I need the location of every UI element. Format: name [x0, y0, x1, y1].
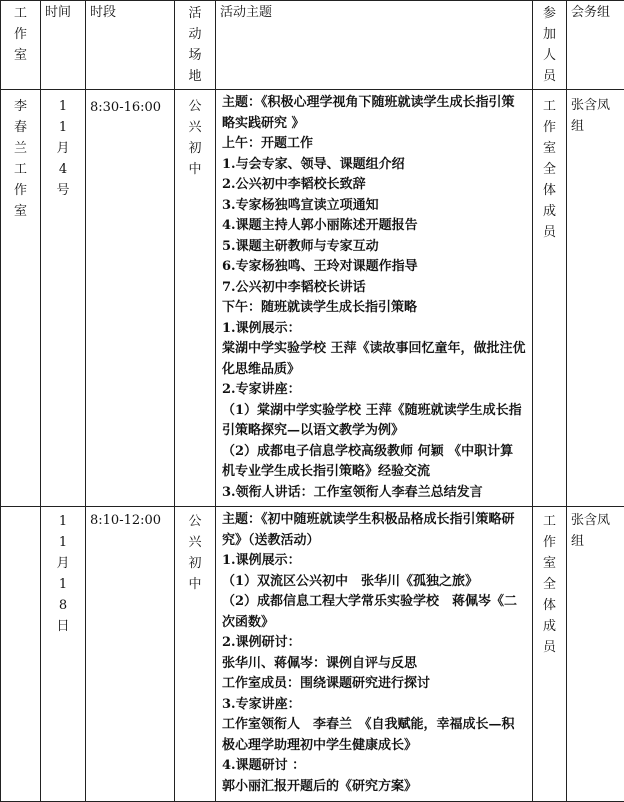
cell-text: 11月4号: [56, 96, 70, 201]
theme-line: 4.课题主持人郭小丽陈述开题报告: [222, 216, 526, 237]
cell-text: 活动场地: [188, 3, 202, 87]
row-theme: [216, 507, 533, 802]
row-venue: [175, 90, 216, 507]
row-date: [41, 90, 86, 507]
theme-line: （2）成都信息工程大学常乐实验学校 蒋佩岑《二次函数》: [222, 592, 526, 633]
theme-line: 主题：《积极心理学视角下随班就读学生成长指引策略实践研究 》: [222, 93, 526, 134]
theme-line: 上午：开题工作: [222, 134, 526, 155]
theme-line: 1.课例展示：: [222, 319, 526, 340]
theme-line: 1.课例展示：: [222, 551, 526, 572]
theme-line: 主题：《初中随班就读学生积极品格成长指引策略研究》（送教活动）: [222, 510, 526, 551]
theme-line: 棠湖中学实验学校 王萍《读故事回忆童年，做批注优化思维品质》: [222, 339, 526, 380]
row-venue: [175, 507, 216, 802]
theme-line: 工作室领衔人 李春兰 《自我赋能，幸福成长—积极心理学助理初中学生健康成长》: [222, 715, 526, 756]
row-period: 8:30-16:00: [86, 90, 175, 507]
cell-text: 公兴初中: [188, 96, 202, 180]
theme-line: 3.专家杨独鸣宣读立项通知: [222, 196, 526, 217]
cell-text: 李春兰工作室: [14, 96, 28, 222]
row-participants: [533, 90, 567, 507]
theme-line: 3.专家讲座：: [222, 695, 526, 716]
theme-line: 5.课题主研教师与专家互动: [222, 237, 526, 258]
header-participants: [533, 1, 567, 90]
theme-line: 7.公兴初中李韬校长讲话: [222, 278, 526, 299]
header-group: 会务组: [567, 1, 624, 90]
cell-text: 工作室全体成员: [543, 96, 557, 243]
theme-lines: [222, 510, 526, 797]
row-period: 8:10-12:00: [86, 507, 175, 802]
theme-line: 下午：随班就读学生成长指引策略: [222, 298, 526, 319]
theme-line: 6.专家杨独鸣、王玲对课题作指导: [222, 257, 526, 278]
theme-line: 张华川、蒋佩岑：课例自评与反思: [222, 654, 526, 675]
cell-text: 参加人员: [543, 3, 557, 87]
theme-line: 4.课题研讨 ：: [222, 756, 526, 777]
theme-line: 1.与会专家、领导、课题组介绍: [222, 155, 526, 176]
row-theme: [216, 90, 533, 507]
cell-text: 工作室: [14, 3, 28, 66]
cell-text: 11月18日: [56, 511, 70, 637]
theme-line: 2.专家讲座：: [222, 380, 526, 401]
theme-line: （1）双流区公兴初中 张华川《孤独之旅》: [222, 572, 526, 593]
table-row: [1, 507, 624, 802]
cell-text: 工作室全体成员: [543, 511, 557, 658]
theme-lines: [222, 93, 526, 503]
theme-line: 3.领衔人讲话：工作室领衔人李春兰总结发言: [222, 483, 526, 504]
theme-line: 郭小丽汇报开题后的《研究方案》: [222, 777, 526, 798]
header-time: 时间: [41, 1, 86, 90]
row-studio: [1, 90, 41, 507]
row-participants: [533, 507, 567, 802]
row-group: 张含凤组: [567, 90, 624, 507]
row-group: 张含凤组: [567, 507, 624, 802]
row-date: [41, 507, 86, 802]
theme-line: （1）棠湖中学实验学校 王萍《随班就读学生成长指引策略探究—以语文教学为例》: [222, 401, 526, 442]
theme-line: 2.课例研讨：: [222, 633, 526, 654]
header-theme: 活动主题: [216, 1, 533, 90]
row-studio: [1, 507, 41, 802]
header-studio: [1, 1, 41, 90]
header-period: 时段: [86, 1, 175, 90]
theme-line: 2.公兴初中李韬校长致辞: [222, 175, 526, 196]
theme-line: 工作室成员：围绕课题研究进行探讨: [222, 674, 526, 695]
table-row: [1, 90, 624, 507]
header-row: [1, 1, 624, 90]
theme-line: （2）成都电子信息学校高级教师 何颖 《中职计算机专业学生成长指引策略》经验交流: [222, 442, 526, 483]
cell-text: 公兴初中: [188, 511, 202, 595]
header-venue: [175, 1, 216, 90]
